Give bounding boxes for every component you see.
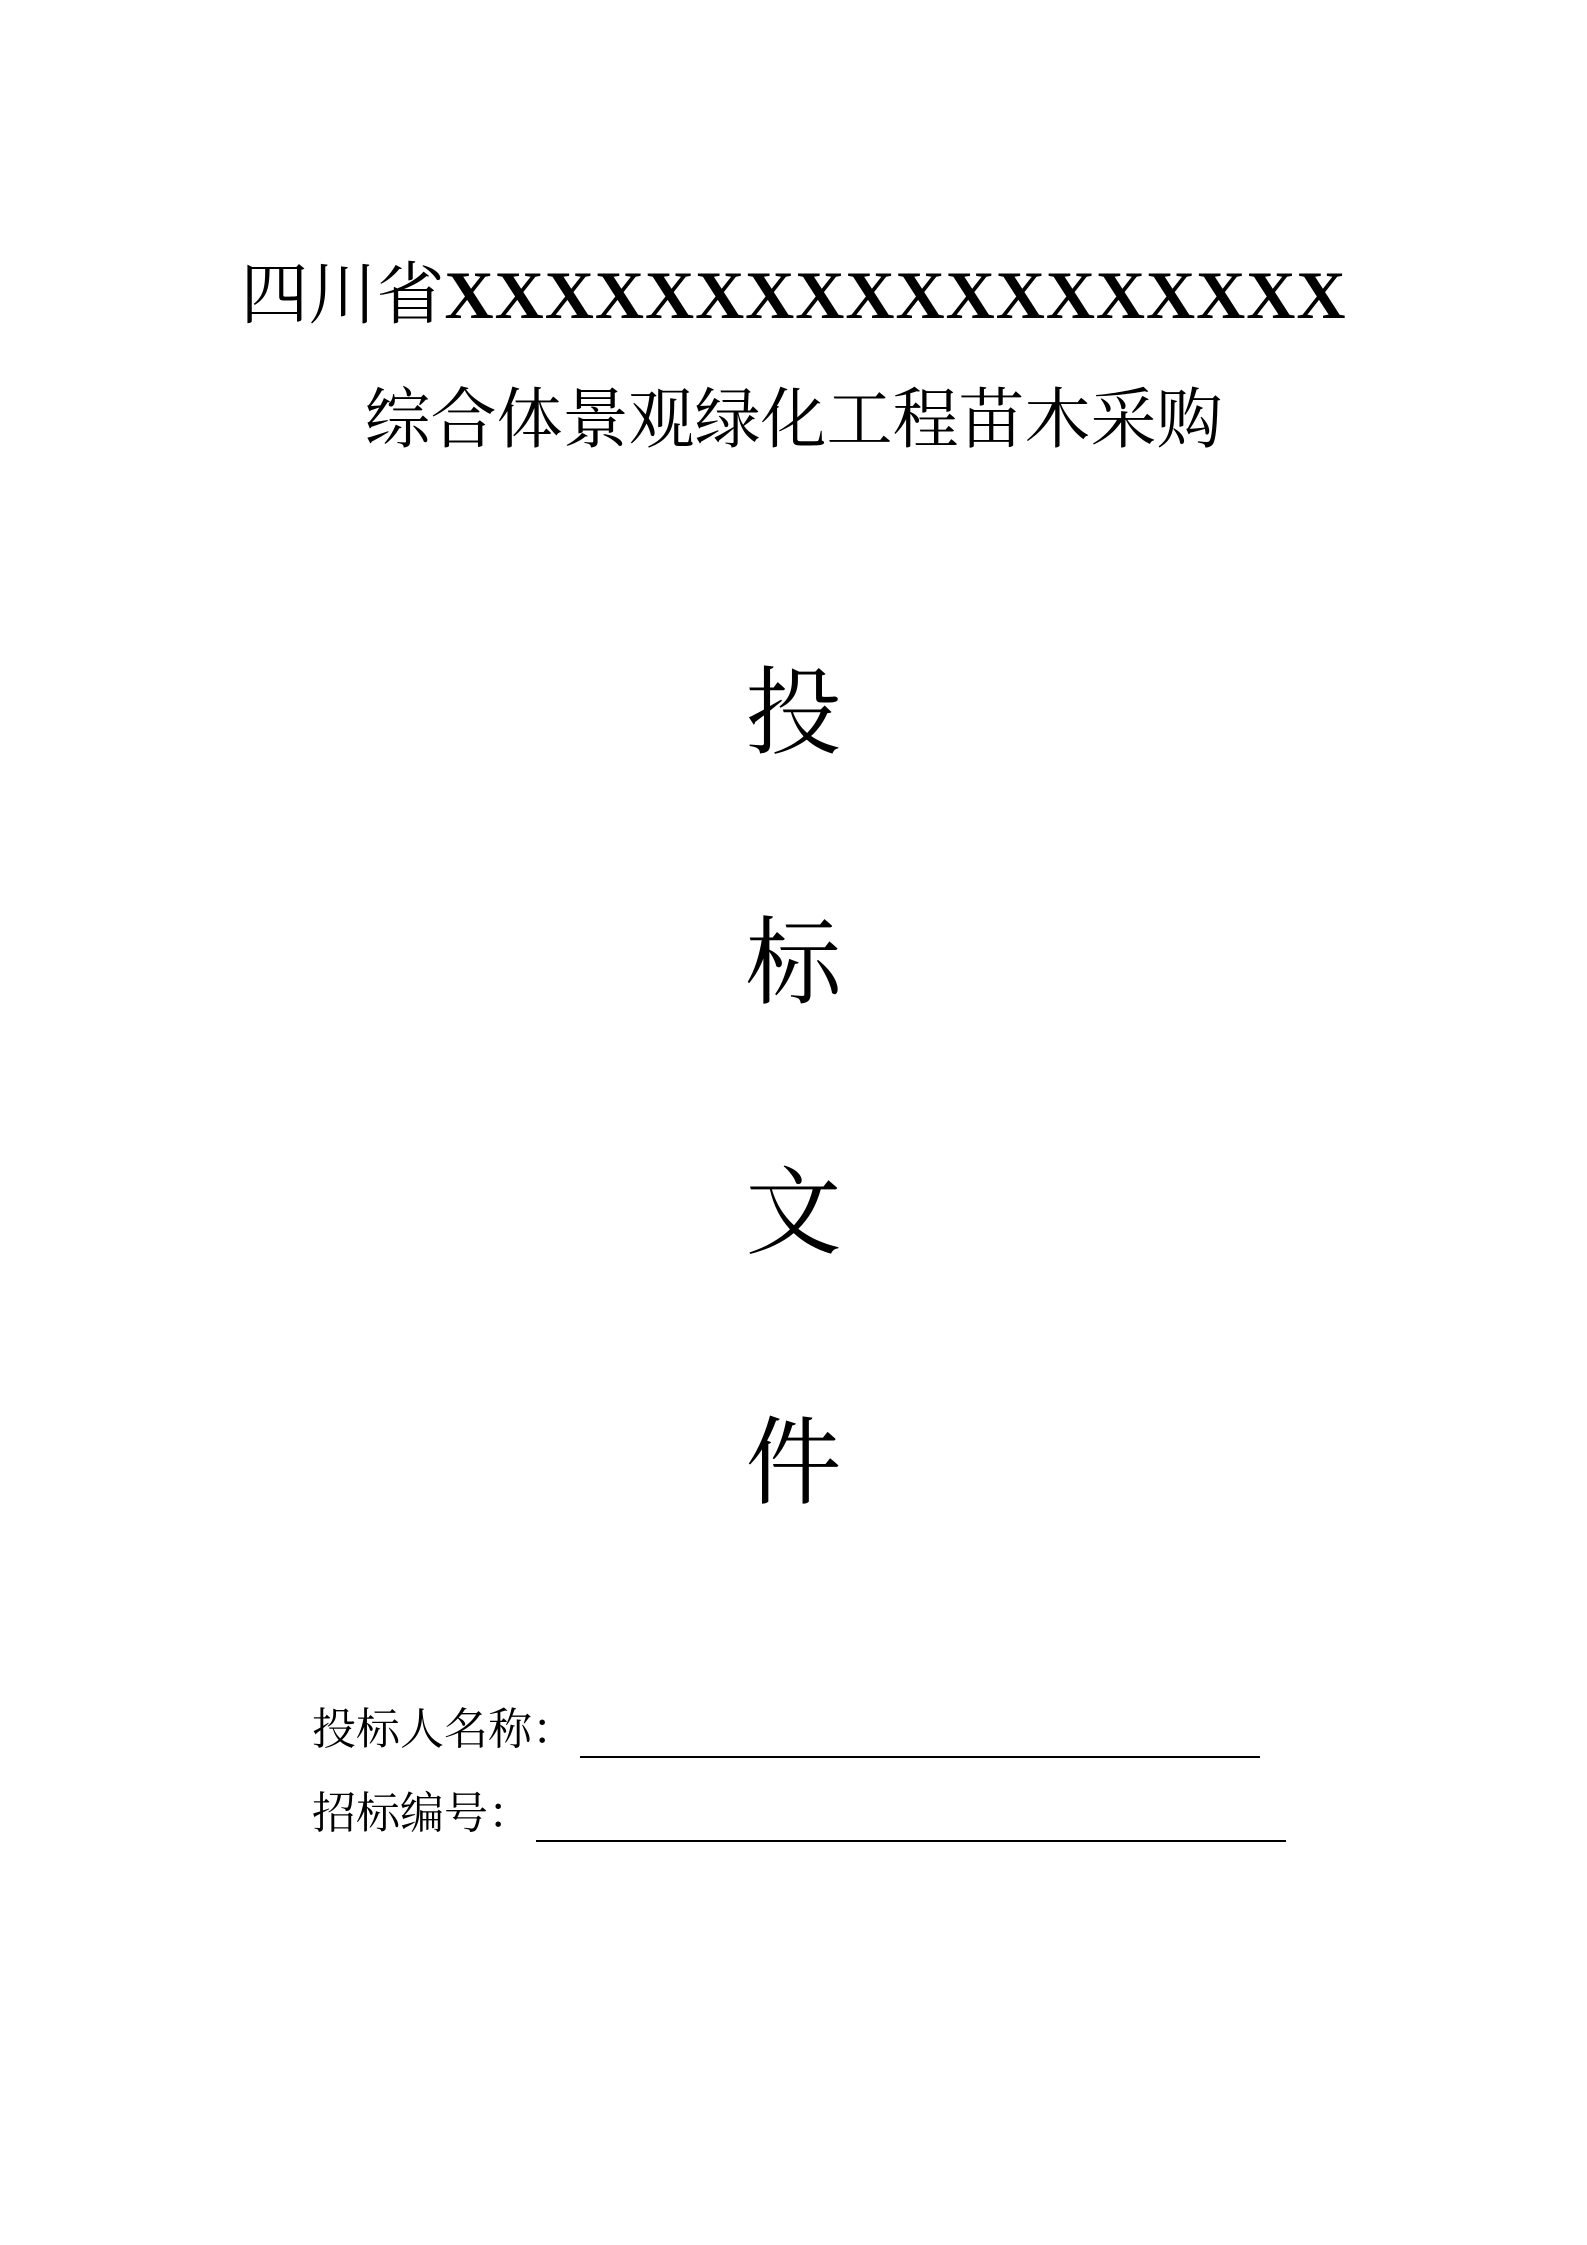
document-type-char-4: 件 bbox=[745, 1407, 842, 1519]
project-title-redacted-name: XXXXXXXXXXXXXXXXXX bbox=[444, 257, 1347, 333]
bidder-name-field bbox=[312, 1702, 1260, 1758]
bidder-name-label: 投标人名称： bbox=[312, 1704, 576, 1755]
tender-number-field bbox=[312, 1786, 1286, 1842]
project-title-province: 四川省 bbox=[240, 256, 445, 335]
document-type-char-2: 标 bbox=[745, 907, 842, 1019]
project-title-line-1 bbox=[0, 255, 1587, 336]
tender-number-blank bbox=[536, 1792, 1286, 1842]
project-title-line-2: 综合体景观绿化工程苗木采购 bbox=[364, 381, 1223, 458]
tender-number-label: 招标编号： bbox=[312, 1788, 532, 1839]
bidder-name-blank bbox=[580, 1708, 1260, 1758]
document-type-char-3: 文 bbox=[745, 1157, 842, 1269]
document-type-char-1: 投 bbox=[745, 657, 842, 769]
